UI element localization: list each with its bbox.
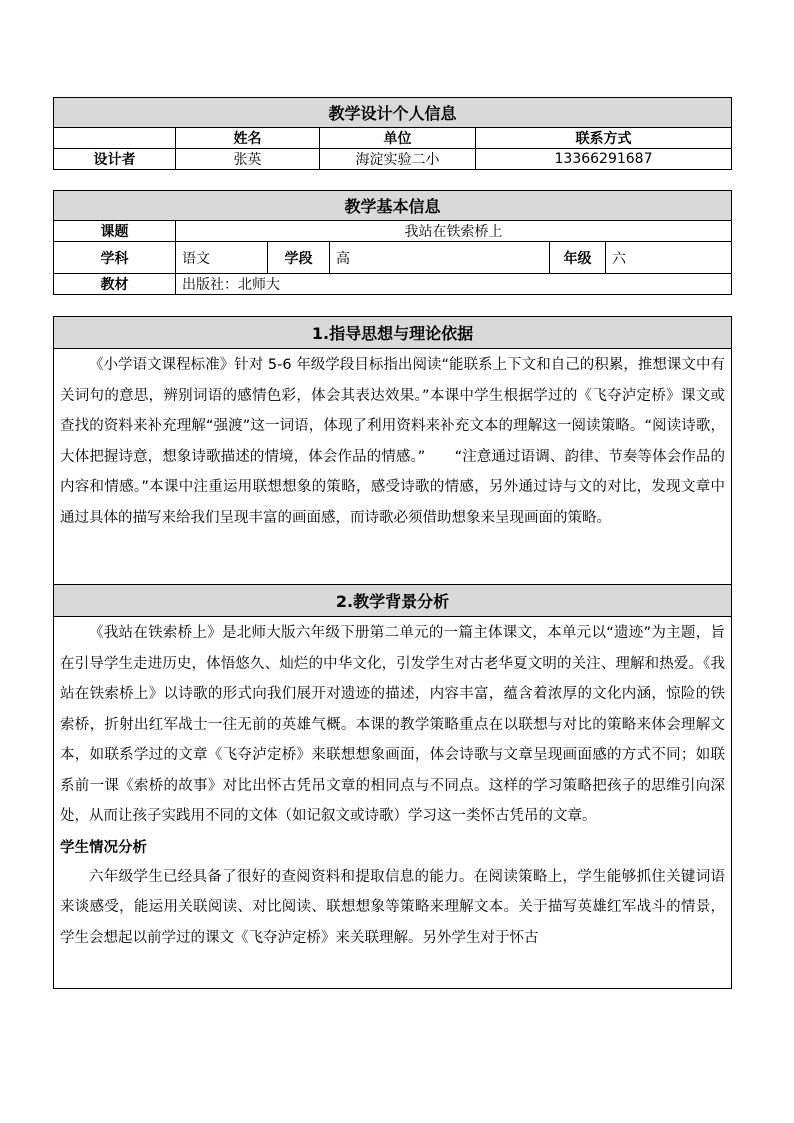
stage-label: 学段 xyxy=(268,242,330,274)
basic-info-title: 教学基本信息 xyxy=(54,191,732,221)
empty-cell xyxy=(54,128,176,149)
section1-body xyxy=(54,349,732,585)
section2-paragraph: 《我站在铁索桥上》是北师大版六年级下册第二单元的一篇主体课文，本单元以“遗迹”为主题，旨在引导学生走进历史，体悟悠久、灿烂的中华文化，引发学生对古老华夏文明的关注、理解和热爱。《我站在铁索桥上》以诗歌的形式向我们展开对遗迹的描述，内容丰富，蕴含着浓厚的文化内涵，惊险的铁索桥，折射出红军战士一往无前的英雄气概。本课的教学策略重点在以联想与对比的策略来体会理解文本，如联系学过的文章《飞夺泸定桥》来联想想象画面，体会诗歌与文章呈现画面感的方式不同；如联系前一课《索桥的故事》对比出怀古凭吊文章的相同点与不同点。这样的学习策略把孩子的思维引向深处，从而让孩子实践用不同的文体（如记叙文或诗歌）学习这一类怀古凭吊的文章。 xyxy=(60,625,725,824)
content-table xyxy=(53,316,732,989)
grade-label: 年级 xyxy=(550,242,606,274)
designer-contact: 13366291687 xyxy=(476,149,732,170)
student-analysis-heading: 学生情况分析 xyxy=(60,839,147,856)
section1-paragraph: 《小学语文课程标准》针对 5-6 年级学段目标指出阅读“能联系上下文和自己的积累，推想课文中有关词句的意思，辨别词语的感情色彩，体会其表达效果。”本课中学生根据学过的《飞夺泸定桥》课文或查找的资料来补充理解“强渡”这一词语，体现了利用资料来补充文本的理解这一阅读策略。“阅读诗歌，大体把握诗意，想象诗歌描述的情境，体会作品的情感。” “注意通过语调、韵律、节奏等体会作品的内容和情感。”本课中注重运用联想想象的策略，感受诗歌的情感，另外通过诗与文的对比，发现文章中通过具体的描写来给我们呈现丰富的画面感，而诗歌必须借助想象来呈现画面的策略。 xyxy=(60,357,725,526)
student-analysis-paragraph: 六年级学生已经具备了很好的查阅资料和提取信息的能力。在阅读策略上，学生能够抓住关键词语来谈感受，能运用关联阅读、对比阅读、联想想象等策略来理解文本。关于描写英雄红军战斗的情景，学生会想起以前学过的课文《飞夺泸定桥》来关联理解。另外学生对于怀古 xyxy=(60,868,725,946)
topic-label: 课题 xyxy=(54,221,176,242)
designer-unit: 海淀实验二小 xyxy=(320,149,476,170)
textbook-value: 出版社：北师大 xyxy=(176,274,732,295)
topic-value: 我站在铁索桥上 xyxy=(176,221,732,242)
section2-body xyxy=(54,617,732,989)
name-header: 姓名 xyxy=(176,128,320,149)
contact-header: 联系方式 xyxy=(476,128,732,149)
unit-header: 单位 xyxy=(320,128,476,149)
subject-label: 学科 xyxy=(54,242,176,274)
subject-value: 语文 xyxy=(176,242,268,274)
personal-info-title: 教学设计个人信息 xyxy=(54,98,732,128)
basic-info-table xyxy=(53,190,732,295)
designer-label: 设计者 xyxy=(54,149,176,170)
designer-name: 张英 xyxy=(176,149,320,170)
textbook-label: 教材 xyxy=(54,274,176,295)
stage-value: 高 xyxy=(330,242,550,274)
section2-title: 2.教学背景分析 xyxy=(54,585,732,617)
grade-value: 六 xyxy=(606,242,732,274)
section1-title: 1.指导思想与理论依据 xyxy=(54,317,732,349)
personal-info-table xyxy=(53,97,732,170)
